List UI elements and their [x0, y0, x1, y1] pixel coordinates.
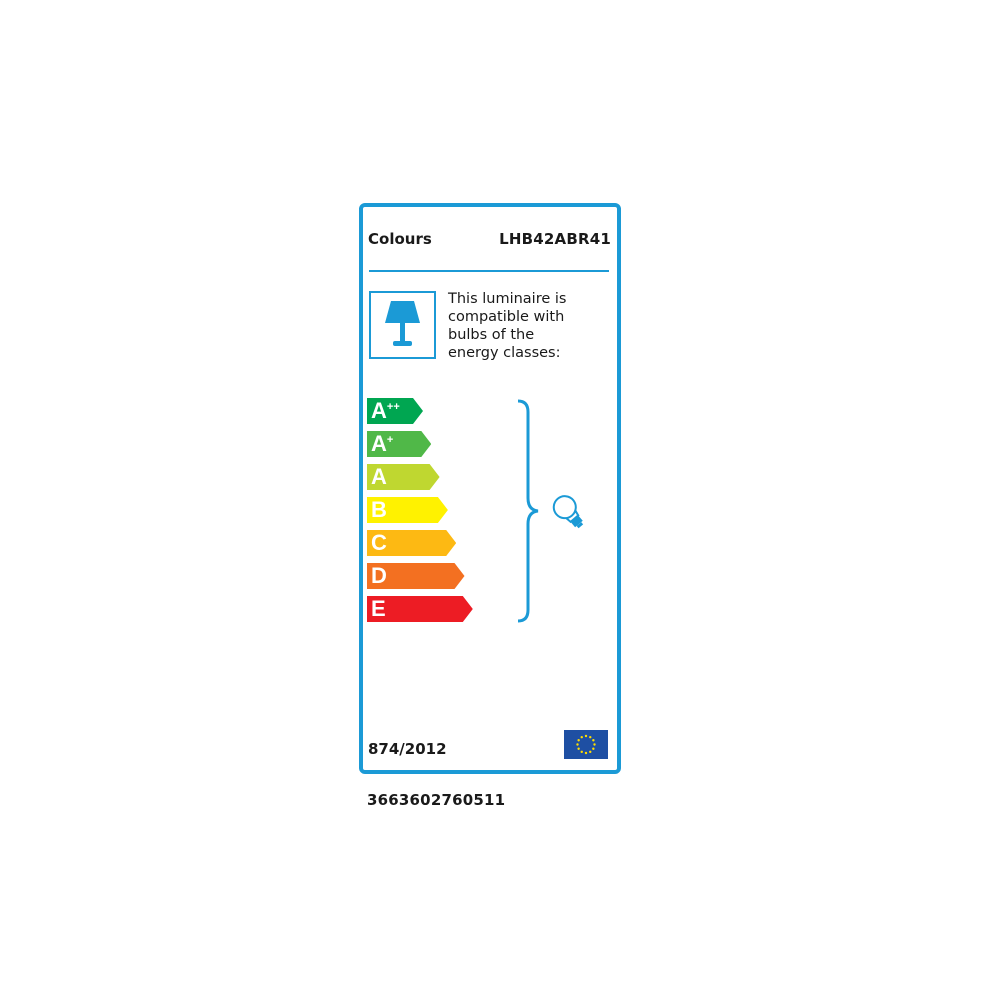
- energy-class-label: C: [371, 530, 387, 555]
- compatibility-statement: [448, 290, 608, 362]
- energy-class-label: A+: [371, 431, 394, 456]
- compat-line: energy classes:: [448, 345, 561, 361]
- eu-flag-icon: [564, 730, 608, 759]
- compat-line: This luminaire is: [448, 291, 567, 307]
- ean-barcode-number: 3663602760511: [367, 791, 506, 809]
- compat-line: bulbs of the: [448, 327, 535, 343]
- energy-class-label: B: [371, 497, 387, 522]
- energy-class-label: E: [371, 596, 386, 621]
- energy-class-label: A++: [371, 398, 400, 423]
- regulation-number: 874/2012: [368, 740, 447, 758]
- energy-class-label: D: [371, 563, 387, 588]
- energy-class-2: [367, 431, 431, 457]
- energy-class-3: [367, 464, 440, 490]
- energy-class-label: A: [371, 464, 387, 489]
- model-number: LHB42ABR41: [499, 230, 611, 248]
- energy-class-6: [367, 563, 465, 589]
- brand-name: Colours: [368, 230, 432, 248]
- header-divider: [369, 270, 609, 272]
- energy-class-4: [367, 497, 448, 523]
- compat-line: compatible with: [448, 309, 565, 325]
- table-lamp-icon: [369, 291, 436, 359]
- range-bracket: [514, 398, 544, 624]
- energy-class-7: [367, 596, 473, 622]
- light-bulb-icon: [548, 491, 592, 535]
- energy-class-5: [367, 530, 456, 556]
- energy-class-1: [367, 398, 423, 424]
